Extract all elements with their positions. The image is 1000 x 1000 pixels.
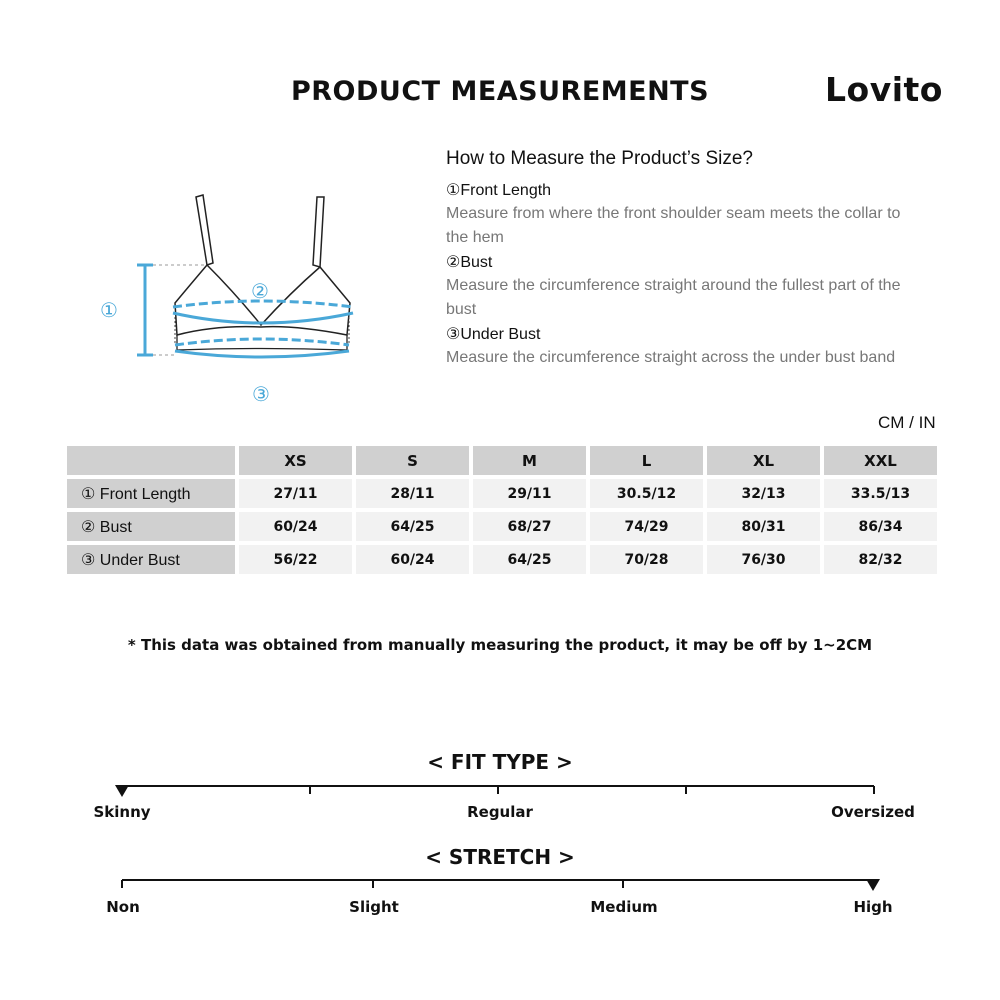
table-cell: 32/13 xyxy=(707,479,820,508)
row-label: ① Front Length xyxy=(67,479,235,508)
step-under-bust-title: ③Under Bust xyxy=(446,326,541,343)
front-length-marker: ① xyxy=(100,298,118,322)
table-cell: 82/32 xyxy=(824,545,937,574)
step-front-length-title: ①Front Length xyxy=(446,182,552,199)
table-cell: 33.5/13 xyxy=(824,479,937,508)
table-cell: 28/11 xyxy=(356,479,469,508)
step-bust-desc: Measure the circumference straight around the fullest part of the bust xyxy=(446,277,901,318)
fit-type-scale xyxy=(0,776,1000,806)
table-cell: 29/11 xyxy=(473,479,586,508)
under-bust-marker: ③ xyxy=(252,382,270,406)
table-cell: 60/24 xyxy=(356,545,469,574)
size-header: M xyxy=(473,446,586,475)
table-cell: 64/25 xyxy=(473,545,586,574)
size-table xyxy=(63,442,941,578)
table-cell: 80/31 xyxy=(707,512,820,541)
stretch-label-medium: Medium xyxy=(590,898,658,916)
table-cell: 76/30 xyxy=(707,545,820,574)
fit-label-oversized: Oversized xyxy=(831,803,915,821)
stretch-label-non: Non xyxy=(106,898,140,916)
table-corner xyxy=(67,446,235,475)
bra-measurement-diagram xyxy=(95,185,395,415)
stretch-scale xyxy=(0,870,1000,900)
step-front-length-desc: Measure from where the front shoulder seam meets the collar to the hem xyxy=(446,205,901,246)
page-title: PRODUCT MEASUREMENTS xyxy=(290,76,710,107)
table-row xyxy=(67,479,937,508)
row-label: ③ Under Bust xyxy=(67,545,235,574)
stretch-label-high: High xyxy=(853,898,893,916)
how-to-heading: How to Measure the Product’s Size? xyxy=(446,148,753,169)
table-cell: 30.5/12 xyxy=(590,479,703,508)
stretch-label-slight: Slight xyxy=(349,898,399,916)
step-under-bust-desc: Measure the circumference straight across the under bust band xyxy=(446,349,896,366)
table-cell: 74/29 xyxy=(590,512,703,541)
brand-logo: Lovito xyxy=(825,70,943,109)
size-header: XS xyxy=(239,446,352,475)
size-header: XL xyxy=(707,446,820,475)
step-bust-title: ②Bust xyxy=(446,254,493,271)
table-row xyxy=(67,545,937,574)
table-cell: 27/11 xyxy=(239,479,352,508)
fit-label-skinny: Skinny xyxy=(93,803,151,821)
size-header: L xyxy=(590,446,703,475)
table-cell: 60/24 xyxy=(239,512,352,541)
table-cell: 68/27 xyxy=(473,512,586,541)
table-cell: 64/25 xyxy=(356,512,469,541)
unit-label: CM / IN xyxy=(878,413,936,432)
fit-type-indicator xyxy=(115,785,129,797)
table-cell: 56/22 xyxy=(239,545,352,574)
table-cell: 86/34 xyxy=(824,512,937,541)
fit-type-title: < FIT TYPE > xyxy=(427,750,573,774)
row-label: ② Bust xyxy=(67,512,235,541)
measurement-note: * This data was obtained from manually measuring the product, it may be off by 1~2CM xyxy=(127,636,873,654)
size-header: XXL xyxy=(824,446,937,475)
table-cell: 70/28 xyxy=(590,545,703,574)
stretch-title: < STRETCH > xyxy=(425,845,575,869)
how-to-measure-section xyxy=(446,148,926,372)
table-row xyxy=(67,512,937,541)
size-header-row xyxy=(67,446,937,475)
fit-label-regular: Regular xyxy=(467,803,533,821)
bust-marker: ② xyxy=(251,279,269,303)
stretch-indicator xyxy=(866,879,880,891)
size-header: S xyxy=(356,446,469,475)
